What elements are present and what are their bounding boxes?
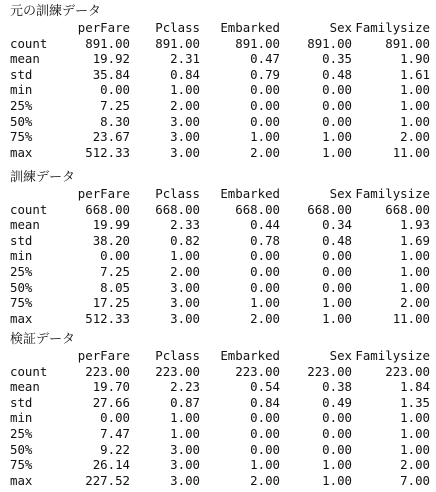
col-header-pclass: Pclass: [155, 348, 200, 363]
table-row: [10, 473, 430, 489]
cell: 223.00: [307, 363, 352, 379]
cell: 0.00: [250, 82, 280, 98]
table-row: [10, 51, 430, 67]
row-label: mean: [10, 51, 40, 67]
cell: 2.00: [400, 295, 430, 311]
cell: 1.69: [400, 232, 430, 248]
cell: 1.00: [400, 97, 430, 113]
cell: 26.14: [92, 457, 130, 473]
table-row: [10, 98, 430, 114]
cell: 668.00: [307, 201, 352, 217]
cell: 2.00: [400, 129, 430, 145]
cell: 668.00: [385, 201, 430, 217]
table-row: [10, 67, 430, 83]
cell: 7.25: [100, 263, 130, 279]
index-header: [10, 348, 68, 364]
cell: 512.33: [85, 144, 130, 160]
cell: 1.00: [250, 457, 280, 473]
cell: 1.35: [400, 394, 430, 410]
row-label: min: [10, 248, 33, 264]
col-header-sex: Sex: [329, 348, 352, 363]
row-label: max: [10, 144, 33, 160]
cell: 2.00: [170, 263, 200, 279]
cell: 0.48: [322, 232, 352, 248]
cell: 1.00: [322, 472, 352, 488]
col-header-pclass: Pclass: [155, 186, 200, 201]
cell: 19.70: [92, 379, 130, 395]
cell: 0.00: [100, 82, 130, 98]
section-validation: [10, 332, 430, 488]
cell: 2.00: [170, 97, 200, 113]
row-label: std: [10, 66, 33, 82]
row-label: std: [10, 394, 33, 410]
cell: 0.00: [322, 425, 352, 441]
section-title: 訓練データ: [10, 170, 76, 185]
table-row: [10, 202, 430, 218]
cell: 2.00: [400, 457, 430, 473]
col-header-embarked: Embarked: [220, 20, 280, 35]
cell: 0.44: [250, 217, 280, 233]
table-row: [10, 248, 430, 264]
col-header-sex: Sex: [329, 186, 352, 201]
table-row: [10, 311, 430, 327]
row-label: 75%: [10, 129, 33, 145]
row-label: 75%: [10, 295, 33, 311]
cell: 1.93: [400, 217, 430, 233]
cell: 1.00: [400, 441, 430, 457]
cell: 1.00: [400, 263, 430, 279]
cell: 0.84: [250, 394, 280, 410]
cell: 38.20: [92, 232, 130, 248]
table-row: [10, 364, 430, 380]
section-train: [10, 170, 430, 326]
cell: 11.00: [392, 144, 430, 160]
cell: 3.00: [170, 472, 200, 488]
table-row: [10, 264, 430, 280]
cell: 1.00: [400, 113, 430, 129]
cell: 0.00: [100, 248, 130, 264]
row-label: 50%: [10, 441, 33, 457]
cell: 891.00: [385, 35, 430, 51]
row-label: min: [10, 410, 33, 426]
row-label: mean: [10, 217, 40, 233]
cell: 8.05: [100, 279, 130, 295]
cell: 1.00: [170, 248, 200, 264]
cell: 1.61: [400, 66, 430, 82]
cell: 668.00: [155, 201, 200, 217]
cell: 1.00: [322, 295, 352, 311]
cell: 223.00: [235, 363, 280, 379]
index-header: [10, 186, 68, 202]
cell: 0.82: [170, 232, 200, 248]
row-label: std: [10, 232, 33, 248]
cell: 2.00: [250, 472, 280, 488]
col-header-perfare: perFare: [77, 20, 130, 35]
cell: 2.31: [170, 51, 200, 67]
table-row: [10, 395, 430, 411]
cell: 19.99: [92, 217, 130, 233]
cell: 1.00: [322, 310, 352, 326]
stats-table: [10, 348, 430, 488]
cell: 0.00: [322, 82, 352, 98]
cell: 3.00: [170, 295, 200, 311]
cell: 1.00: [250, 129, 280, 145]
cell: 0.00: [322, 248, 352, 264]
cell: 11.00: [392, 310, 430, 326]
cell: 1.00: [400, 425, 430, 441]
col-header-familysize: Familysize: [355, 20, 430, 35]
header-row: [10, 20, 430, 36]
cell: 0.79: [250, 66, 280, 82]
cell: 1.00: [400, 248, 430, 264]
cell: 3.00: [170, 457, 200, 473]
cell: 223.00: [155, 363, 200, 379]
table-row: [10, 145, 430, 161]
col-header-familysize: Familysize: [355, 186, 430, 201]
row-label: min: [10, 82, 33, 98]
cell: 7.00: [400, 472, 430, 488]
cell: 0.00: [322, 279, 352, 295]
cell: 891.00: [85, 35, 130, 51]
col-header-embarked: Embarked: [220, 186, 280, 201]
cell: 668.00: [235, 201, 280, 217]
cell: 0.35: [322, 51, 352, 67]
cell: 0.48: [322, 66, 352, 82]
row-label: 75%: [10, 457, 33, 473]
cell: 3.00: [170, 310, 200, 326]
table-row: [10, 410, 430, 426]
row-label: 50%: [10, 279, 33, 295]
header-row: [10, 348, 430, 364]
row-label: 50%: [10, 113, 33, 129]
cell: 35.84: [92, 66, 130, 82]
cell: 223.00: [385, 363, 430, 379]
cell: 3.00: [170, 441, 200, 457]
cell: 23.67: [92, 129, 130, 145]
row-label: count: [10, 35, 48, 51]
table-row: [10, 379, 430, 395]
cell: 7.25: [100, 97, 130, 113]
cell: 0.00: [250, 425, 280, 441]
cell: 27.66: [92, 394, 130, 410]
table-row: [10, 82, 430, 98]
cell: 9.22: [100, 441, 130, 457]
cell: 1.90: [400, 51, 430, 67]
row-label: count: [10, 363, 48, 379]
table-row: [10, 442, 430, 458]
stats-table: [10, 186, 430, 326]
cell: 0.00: [322, 263, 352, 279]
col-header-sex: Sex: [329, 20, 352, 35]
cell: 1.00: [400, 410, 430, 426]
cell: 0.00: [250, 263, 280, 279]
row-label: max: [10, 310, 33, 326]
section-title: 検証データ: [10, 332, 76, 347]
row-label: 25%: [10, 263, 33, 279]
col-header-perfare: perFare: [77, 186, 130, 201]
section-title: 元の訓練データ: [10, 4, 102, 19]
cell: 668.00: [85, 201, 130, 217]
cell: 19.92: [92, 51, 130, 67]
row-label: 25%: [10, 97, 33, 113]
cell: 3.00: [170, 144, 200, 160]
cell: 1.00: [322, 457, 352, 473]
table-row: [10, 280, 430, 296]
row-label: count: [10, 201, 48, 217]
cell: 1.00: [170, 82, 200, 98]
cell: 0.00: [250, 113, 280, 129]
cell: 0.00: [250, 279, 280, 295]
cell: 2.00: [250, 310, 280, 326]
cell: 0.47: [250, 51, 280, 67]
table-row: [10, 36, 430, 52]
cell: 223.00: [85, 363, 130, 379]
cell: 0.49: [322, 394, 352, 410]
table-row: [10, 129, 430, 145]
col-header-pclass: Pclass: [155, 20, 200, 35]
cell: 0.00: [250, 97, 280, 113]
cell: 0.00: [322, 113, 352, 129]
cell: 3.00: [170, 113, 200, 129]
cell: 8.30: [100, 113, 130, 129]
index-header: [10, 20, 68, 36]
cell: 1.84: [400, 379, 430, 395]
cell: 0.00: [250, 441, 280, 457]
cell: 0.78: [250, 232, 280, 248]
cell: 0.00: [250, 410, 280, 426]
table-row: [10, 295, 430, 311]
cell: 7.47: [100, 425, 130, 441]
table-row: [10, 217, 430, 233]
col-header-familysize: Familysize: [355, 348, 430, 363]
stats-table: [10, 20, 430, 160]
row-label: mean: [10, 379, 40, 395]
cell: 0.00: [322, 97, 352, 113]
cell: 17.25: [92, 295, 130, 311]
cell: 227.52: [85, 472, 130, 488]
cell: 0.00: [322, 410, 352, 426]
cell: 1.00: [170, 425, 200, 441]
cell: 1.00: [400, 82, 430, 98]
cell: 0.87: [170, 394, 200, 410]
cell: 1.00: [400, 279, 430, 295]
cell: 0.38: [322, 379, 352, 395]
header-row: [10, 186, 430, 202]
cell: 3.00: [170, 129, 200, 145]
cell: 1.00: [250, 295, 280, 311]
cell: 0.00: [100, 410, 130, 426]
cell: 2.00: [250, 144, 280, 160]
col-header-embarked: Embarked: [220, 348, 280, 363]
cell: 512.33: [85, 310, 130, 326]
cell: 0.00: [250, 248, 280, 264]
cell: 0.34: [322, 217, 352, 233]
cell: 891.00: [155, 35, 200, 51]
cell: 0.54: [250, 379, 280, 395]
cell: 1.00: [170, 410, 200, 426]
table-row: [10, 114, 430, 130]
cell: 2.23: [170, 379, 200, 395]
table-row: [10, 457, 430, 473]
cell: 0.84: [170, 66, 200, 82]
row-label: 25%: [10, 425, 33, 441]
table-row: [10, 233, 430, 249]
cell: 1.00: [322, 144, 352, 160]
cell: 891.00: [307, 35, 352, 51]
cell: 0.00: [322, 441, 352, 457]
col-header-perfare: perFare: [77, 348, 130, 363]
section-original-train: [10, 4, 430, 160]
cell: 1.00: [322, 129, 352, 145]
cell: 891.00: [235, 35, 280, 51]
cell: 3.00: [170, 279, 200, 295]
cell: 2.33: [170, 217, 200, 233]
table-row: [10, 426, 430, 442]
row-label: max: [10, 472, 33, 488]
